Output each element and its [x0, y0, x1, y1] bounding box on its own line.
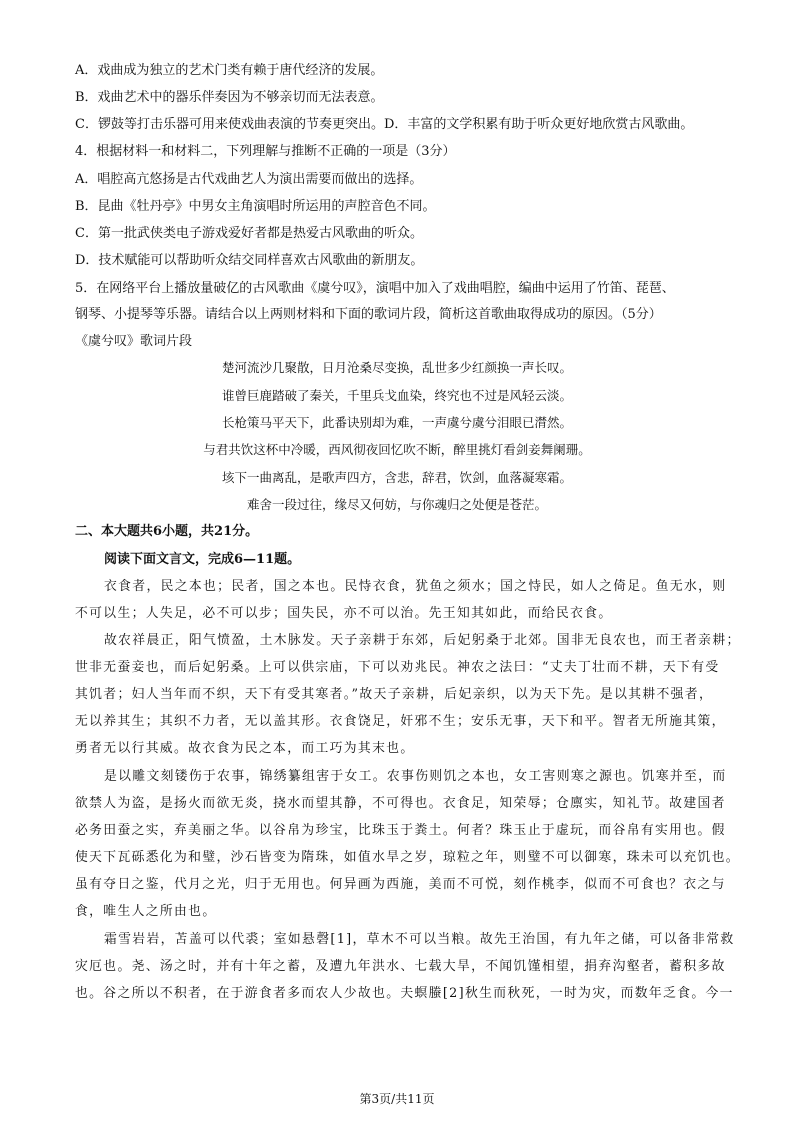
passage-line: 无以养其生；其织不力者，无以盖其形。衣食饶足，奸邪不生；安乐无事，天下和平。智者无所施其策， — [75, 714, 726, 729]
section-instruction: 阅读下面文言文，完成6—11题。 — [104, 552, 301, 567]
q3-option-a: A．戏曲成为独立的艺术门类有赖于唐代经济的发展。 — [75, 63, 384, 78]
passage-line: 故农祥晨正，阳气愤盈，土木脉发。天子亲耕于东郊，后妃躬桑于北郊。国非无良农也，而王者亲耕； — [104, 633, 741, 648]
passage-line: 勇者无以行其威。故衣食为民之本，而工巧为其末也。 — [75, 741, 415, 756]
passage-line: 也。谷之所以不积者，在于游食者多而农人少故也。夫螟螣[2]秋生而秋死，一时为灾，而数年乏食。今一 — [75, 986, 734, 1001]
q4-option-c: C．第一批武侠类电子游戏爱好者都是热爱古风歌曲的听众。 — [75, 226, 423, 241]
section-heading: 二、本大题共6小题，共21分。 — [75, 524, 259, 539]
passage-line: 是以雕文刻镂伤于农事，锦绣纂组害于女工。农事伤则饥之本也，女工害则寒之源也。饥寒并至，而 — [104, 769, 727, 784]
passage-line: 食，唯生人之所由也。 — [75, 904, 217, 919]
q4-option-d: D．技术赋能可以帮助听众结交同样喜欢古风歌曲的新朋友。 — [75, 253, 424, 268]
page-footer: 第3页/共11页 — [359, 1092, 435, 1106]
passage-line: 霜雪岩岩，苫盖可以代裘；室如悬磬[1]，草木不可以当粮。故先王治国，有九年之储，可以备非常救 — [104, 932, 735, 947]
passage-line: 欲禁人为盗，是扬火而欲无炎，挠水而望其静，不可得也。衣食足，知荣辱；仓廪实，知礼节。故建国者 — [75, 796, 726, 811]
passage-line: 必务田蚕之实，弃美丽之华。以谷帛为珍宝，比珠玉于粪土。何者？珠玉止于虚玩，而谷帛有实用也。假 — [75, 823, 726, 838]
lyrics-line: 难舍一段过往，缘尽又何妨，与你魂归之处便是苍茫。 — [246, 497, 547, 512]
q3-option-b: B．戏曲艺术中的器乐伴奏因为不够亲切而无法表意。 — [75, 90, 384, 105]
q4-option-a: A．唱腔高亢悠扬是古代戏曲艺人为演出需要而做出的选择。 — [75, 172, 423, 187]
passage-line: 世非无蚕妾也，而后妃躬桑。上可以供宗庙，下可以劝兆民。神农之法曰：“丈夫丁壮而不耕，天下有受 — [75, 660, 720, 675]
q3-option-c-d: C．锣鼓等打击乐器可用来使戏曲表演的节奏更突出。D．丰富的文学积累有助于听众更好地欣赏古风歌曲。 — [75, 117, 694, 132]
passage-line: 虽有夺日之鉴，代月之光，归于无用也。何异画为西施，美而不可悦，刻作桃李，似而不可食也？衣之与 — [75, 877, 726, 892]
passage-line: 不可以生；人失足，必不可以步；国失民，亦不可以治。先王知其如此，而给民衣食。 — [75, 606, 613, 621]
q4-option-b: B．昆曲《牡丹亭》中男女主角演唱时所运用的声腔音色不同。 — [75, 199, 436, 214]
lyrics-line: 与君共饮这杯中冷暖，西风彻夜回忆吹不断，醉里挑灯看剑妾舞阑珊。 — [203, 442, 591, 457]
passage-line: 衣食者，民之本也；民者，国之本也。民恃衣食，犹鱼之须水；国之恃民，如人之倚足。鱼无水，则 — [104, 579, 727, 594]
lyrics-line: 长枪策马平天下，此番诀别却为难，一声虞兮虞兮泪眼已潸然。 — [221, 415, 572, 430]
passage-line: 使天下瓦砾悉化为和璧，沙石皆变为隋珠，如值水旱之岁，琼粒之年，则璧不可以御寒，珠未可以充饥也。 — [75, 850, 740, 865]
q5-stem-line1: 5．在网络平台上播放量破亿的古风歌曲《虞兮叹》，演唱中加入了戏曲唱腔，编曲中运用了竹笛、琵琶、 — [75, 281, 675, 296]
q5-stem-line2: 钢琴、小提琴等乐器。请结合以上两则材料和下面的歌词片段，简析这首歌曲取得成功的原因。（5分） — [75, 307, 662, 322]
lyrics-line: 楚河流沙几聚散，日月沧桑尽变换，乱世多少红颜换一声长叹。 — [221, 360, 572, 375]
q4-stem: 4．根据材料一和材料二，下列理解与推断不正确的一项是（3分） — [75, 144, 456, 159]
passage-line: 灾厄也。尧、汤之时，并有十年之蓄，及遭九年洪水、七载大旱，不闻饥馑相望，捐弃沟壑者，蓄积多故 — [75, 959, 726, 974]
passage-line: 其饥者；妇人当年而不织，天下有受其寒者。”故天子亲耕，后妃亲织，以为天下先。是以其耕不强者， — [75, 687, 714, 702]
lyrics-title: 《虞兮叹》歌词片段 — [75, 334, 193, 349]
lyrics-line: 谁曾巨鹿踏破了秦关，千里兵戈血染，终究也不过是风轻云淡。 — [221, 388, 572, 403]
lyrics-line: 垓下一曲离乱，是歌声四方，含悲，辞君，饮剑，血落凝寒霜。 — [221, 470, 572, 485]
